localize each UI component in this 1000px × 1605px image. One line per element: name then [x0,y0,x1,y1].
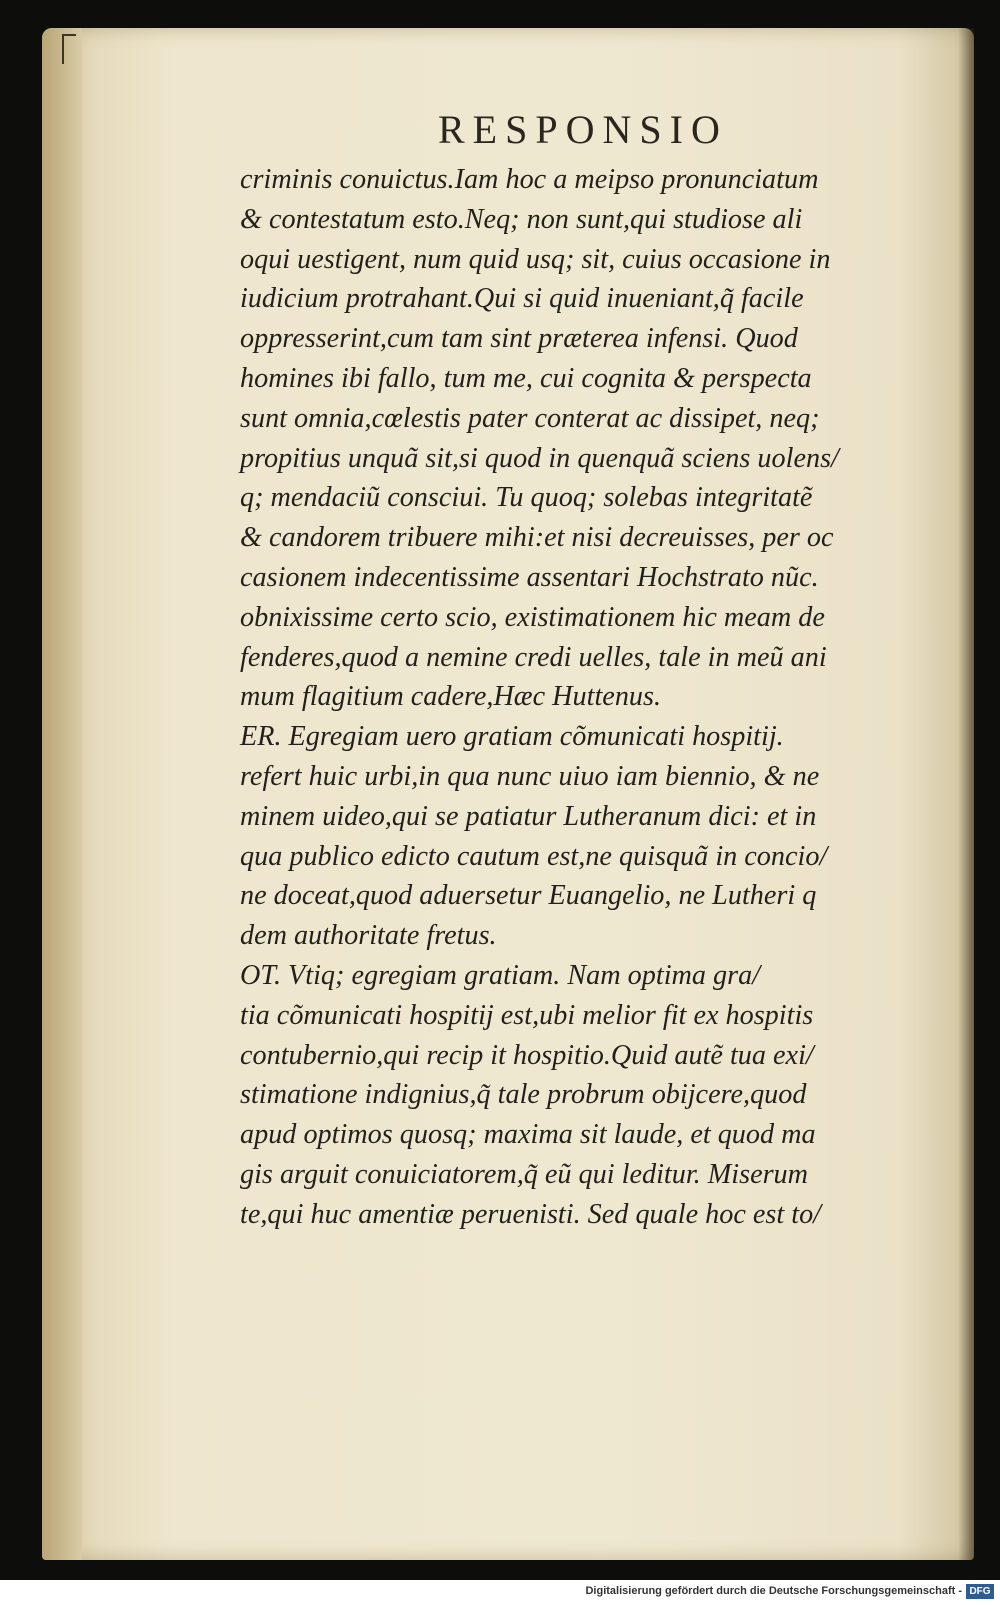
page-right-shadow [958,28,974,1560]
text-line: tia cõmunicati hospitij est,ubi melior fit ex hospitis [240,998,814,1031]
text-line: q; mendaciũ consciui. Tu quoq; solebas integritatẽ [240,481,813,514]
text-line: qua publico edicto cautum est,ne quisquã in concio/ [240,839,828,872]
text-line: mum flagitium cadere,Hæc Huttenus. [240,680,662,713]
text-line: refert huic urbi,in qua nunc uiuo iam biennio, & ne [240,759,820,792]
text-line: oqui uestigent, num quid usq; sit, cuius occasione in [240,242,831,275]
text-line: sunt omnia,cœlestis pater conterat ac dissipet, neq; [240,401,820,434]
text-line: ne doceat,quod aduersetur Euangelio, ne Lutheri q [240,879,817,912]
text-line: obnixissime certo scio, existimationem hic meam de [240,600,825,633]
text-line: OT. Vtiq; egregiam gratiam. Nam optima gra/ [240,958,761,991]
text-line: propitius unquã sit,si quod in quenquã sciens uolens/ [240,441,839,474]
text-line: gis arguit conuiciatorem,q̃ eũ qui leditur. Miserum [240,1157,809,1190]
text-line: apud optimos quosq; maxima sit laude, et quod ma [240,1118,816,1151]
body-text [240,160,960,1235]
text-line: criminis conuictus.Iam hoc a meipso pronunciatum [240,163,819,195]
text-line: te,qui huc amentiæ peruenisti. Sed quale hoc est to/ [240,1197,822,1230]
text-line: homines ibi fallo, tum me, cui cognita & perspecta [240,361,812,394]
text-line: iudicium protrahant.Qui si quid inueniant,q̃ facile [240,282,804,315]
text-line: ER. Egregiam uero gratiam cõmunicati hospitij. [240,720,784,753]
text-line: oppresserint,cum tam sint præterea infensi. Quod [240,322,798,355]
text-line: & candorem tribuere mihi:et nisi decreuisses, per oc [240,521,834,554]
page-gutter-edge [42,28,82,1560]
text-line: minem uideo,qui se patiatur Lutheranum dici: et in [240,799,817,832]
running-head: RESPONSIO [438,107,728,152]
text-line: casionem indecentissime assentari Hochstrato nũc. [240,560,819,593]
text-line: & contestatum esto.Neq; non sunt,qui studiose ali [240,202,803,235]
text-line: dem authoritate fretus. [240,919,497,952]
page-corner-mark [62,34,76,64]
text-line: contubernio,qui recip it hospitio.Quid autẽ tua exi/ [240,1038,814,1071]
dfg-logo: DFG [966,1584,994,1599]
digitization-credit: Digitalisierung gefördert durch die Deutsche Forschungsgemeinschaft - [585,1585,962,1597]
text-line: fenderes,quod a nemine credi uelles, tale in meũ ani [240,640,827,673]
text-line: stimatione indignius,q̃ tale probrum obijcere,quod [240,1078,807,1111]
